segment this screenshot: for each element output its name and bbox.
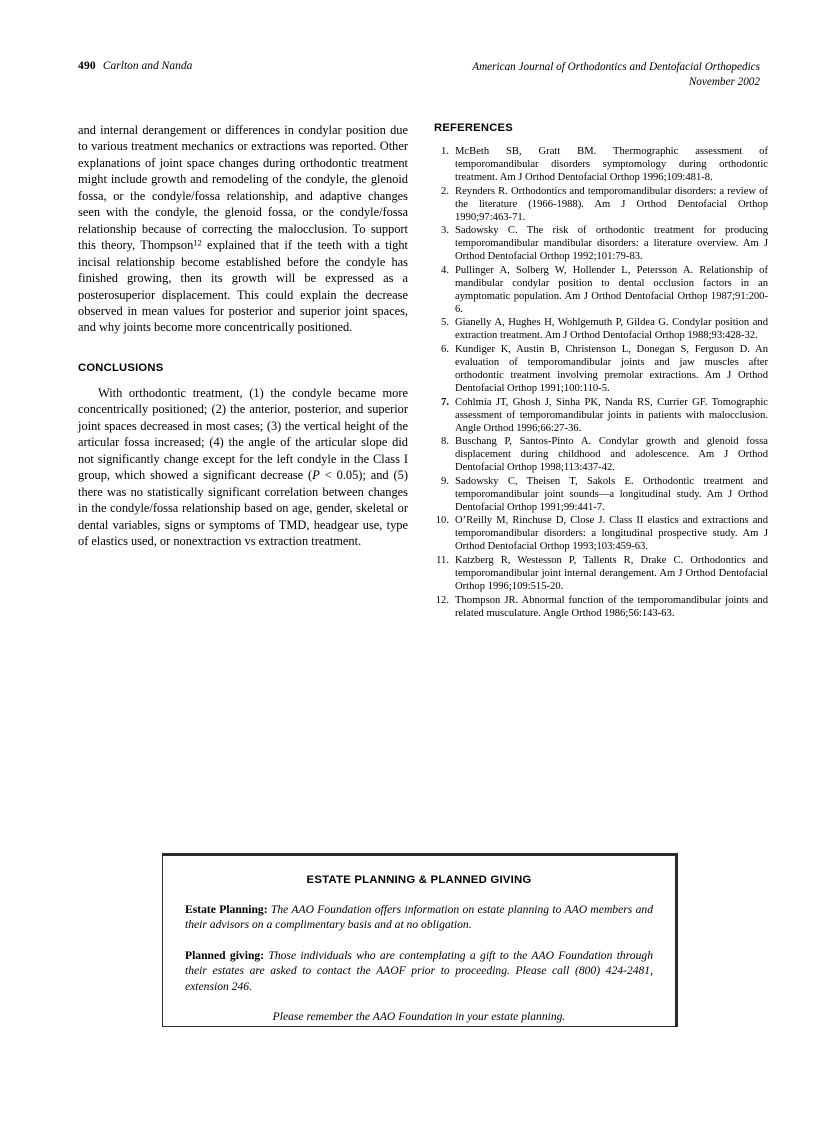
reference-text: Sadowsky C. The risk of orthodontic treatment for producing temporomandibular mandibular disorders: a literature overview. Am J Orthod Dentofacial Orthop 1992;101:79-83. <box>455 225 768 263</box>
reference-item <box>434 224 768 263</box>
reference-number: 9. <box>441 475 449 487</box>
spacer-after-conclusions-heading <box>78 374 408 385</box>
reference-item <box>434 316 768 342</box>
conclusions-heading: CONCLUSIONS <box>78 361 164 374</box>
reference-list <box>434 145 768 620</box>
citation-superscript-12: 12 <box>193 237 202 248</box>
reference-number: 4. <box>441 264 449 276</box>
reference-text: Pullinger A, Solberg W, Hollender L, Petersson A. Relationship of mandibular condylar position to dental occlusion factors in an aymptomatic population. Am J Orthod Dentofacial Orthop 1987;91:200-6. <box>455 264 768 315</box>
reference-item <box>434 554 768 593</box>
reference-item <box>434 264 768 316</box>
reference-text: Thompson JR. Abnormal function of the temporomandibular joints and related musculature. Angle Orthod 1986;56:143-63. <box>455 594 768 619</box>
reference-number: 10. <box>435 515 449 527</box>
continued-paragraph-part1: and internal derangement or differences in condylar position due to various treatment mechanics or extractions was reported. Other explanations of joint space changes during orthodontic treatment might include growth and remodeling of the condyle, the glenoid fossa, or the condyle/fossa relationship, and adaptive changes seen with the condyle, the glenoid fossa, or the condyle/fossa relationship because of correcting the malocclusion. To support this theory, Thompson <box>78 123 408 253</box>
reference-number: 6. <box>441 343 449 355</box>
reference-item <box>434 396 768 435</box>
spacer-before-conclusions <box>78 336 408 362</box>
journal-title: American Journal of Orthodontics and Dentofacial Orthopedics <box>472 61 760 73</box>
reference-number: 1. <box>441 146 449 157</box>
estate-planning-closing: Please remember the AAO Foundation in your estate planning. <box>272 1010 566 1024</box>
planned-giving-body: Those individuals who are contemplating a gift to the AAO Foundation through their estates are asked to contact the AAOF prior to proceeding. Please call (800) 424-2481, extension 246. <box>185 948 653 993</box>
running-head-right <box>472 60 760 90</box>
reference-number: 5. <box>441 317 449 329</box>
reference-item <box>434 435 768 474</box>
reference-text: Reynders R. Orthodontics and temporomandibular disorders: a review of the literature (1966-1988). Am J Orthod Dentofacial Orthop 1990;97:463-71. <box>455 185 768 223</box>
page-number: 490 <box>78 60 96 72</box>
reference-text: Katzberg R, Westesson P, Tallents R, Drake C. Orthodontics and temporomandibular joint internal derangement. Am J Orthod Dentofacial Orthop 1996;109:515-20. <box>455 554 768 592</box>
reference-text: McBeth SB, Gratt BM. Thermographic assessment of temporomandibular disorders symptomology during orthodontic treatment. Am J Orthod Dentofacial Orthop 1996;109:481-8. <box>455 146 768 183</box>
estate-planning-body: The AAO Foundation offers information on estate planning to AAO members and their advisors on a complimentary basis and at no obligation. <box>185 903 654 932</box>
running-head-authors: Carlton and Nanda <box>102 60 193 72</box>
reference-item <box>434 475 768 514</box>
reference-number: 8. <box>441 436 449 448</box>
running-head <box>78 60 760 102</box>
reference-item <box>434 514 768 553</box>
estate-planning-lead: Estate Planning: <box>185 903 268 916</box>
reference-text: O’Reilly M, Rinchuse D, Close J. Class II elastics and extractions and temporomandibular disorders: a longitudinal prospective study. Am J Orthod Dentofacial Orthop 1993;103:459-63. <box>455 515 768 553</box>
reference-number: 3. <box>441 225 449 237</box>
running-head-left <box>78 60 192 72</box>
reference-item <box>434 145 768 184</box>
p-value-symbol: P <box>312 468 320 483</box>
reference-text: Cohlmia JT, Ghosh J, Sinha PK, Nanda RS, Currier GF. Tomographic assessment of temporomandibular joints in patients with malocclusion. Angle Orthod 1996;66:27-36. <box>455 396 768 434</box>
continued-paragraph <box>78 122 408 336</box>
conclusions-part1: With orthodontic treatment, (1) the condyle became more concentrically positioned; (2) the anterior, posterior, and superior joint spaces decreased in most cases; (3) the vertical height of the articular fossa increased; (4) the angle of the articular slope did not significantly change except for the left condyle in the Class I group, which showed a significant decrease ( <box>78 385 408 483</box>
issue-date: November 2002 <box>688 76 760 88</box>
reference-number: 7. <box>441 396 449 408</box>
planned-giving-paragraph <box>185 948 653 994</box>
continued-paragraph-part2: explained that if the teeth with a tight incisal relationship become established before the condyle has finished growing, then its growth will be expressed as a posterosuperior displacement. This could explain the decrease observed in mean values for posterior and superior joint spaces, and why joints become more concentrically positioned. <box>78 238 408 335</box>
reference-item <box>434 343 768 395</box>
reference-item <box>434 594 768 620</box>
reference-number: 12. <box>435 594 449 606</box>
reference-text: Gianelly A, Hughes H, Wohlgemuth P, Gildea G. Condylar position and extraction treatment. Am J Orthod Dentofacial Orthop 1988;93:428-32. <box>455 317 768 342</box>
estate-planning-title: ESTATE PLANNING & PLANNED GIVING <box>306 874 532 886</box>
reference-text: Kundiger K, Austin B, Christenson L, Donegan S, Ferguson D. An evaluation of temporomandibular joints and jaw muscles after orthodontic treatment involving premolar extractions. Am J Orthod Dentofacial Orthop 1991;100:110-5. <box>455 343 768 394</box>
references-heading: REFERENCES <box>434 122 513 134</box>
reference-text: Sadowsky C, Theisen T, Sakols E. Orthodontic treatment and temporomandibular joint sounds—a longitudinal study. Am J Orthod Dentofacial Orthop 1991;99:441-7. <box>455 475 768 513</box>
planned-giving-lead: Planned giving: <box>185 948 265 962</box>
right-column <box>434 122 768 620</box>
estate-planning-box <box>162 853 678 1027</box>
conclusions-part2: < 0.05); and (5) there was no statistically significant correlation between changes in the condyle/fossa relationship based on age, gender, skeletal or dental variables, signs or symptoms of TMD, headgear use, type of elastics used, or nonextraction vs extraction treatment. <box>78 468 408 548</box>
conclusions-paragraph <box>78 385 408 550</box>
reference-number: 11. <box>436 554 449 566</box>
reference-item <box>434 185 768 224</box>
estate-planning-box-inner <box>163 854 677 1026</box>
reference-text: Buschang P, Santos-Pinto A. Condylar growth and glenoid fossa displacement during childhood and adolescence. Am J Orthod Dentofacial Orthop 1998;113:437-42. <box>455 436 768 474</box>
reference-number: 2. <box>441 185 449 197</box>
estate-planning-paragraph <box>185 902 653 933</box>
left-column <box>78 122 408 549</box>
spacer-after-references-heading <box>434 134 768 145</box>
